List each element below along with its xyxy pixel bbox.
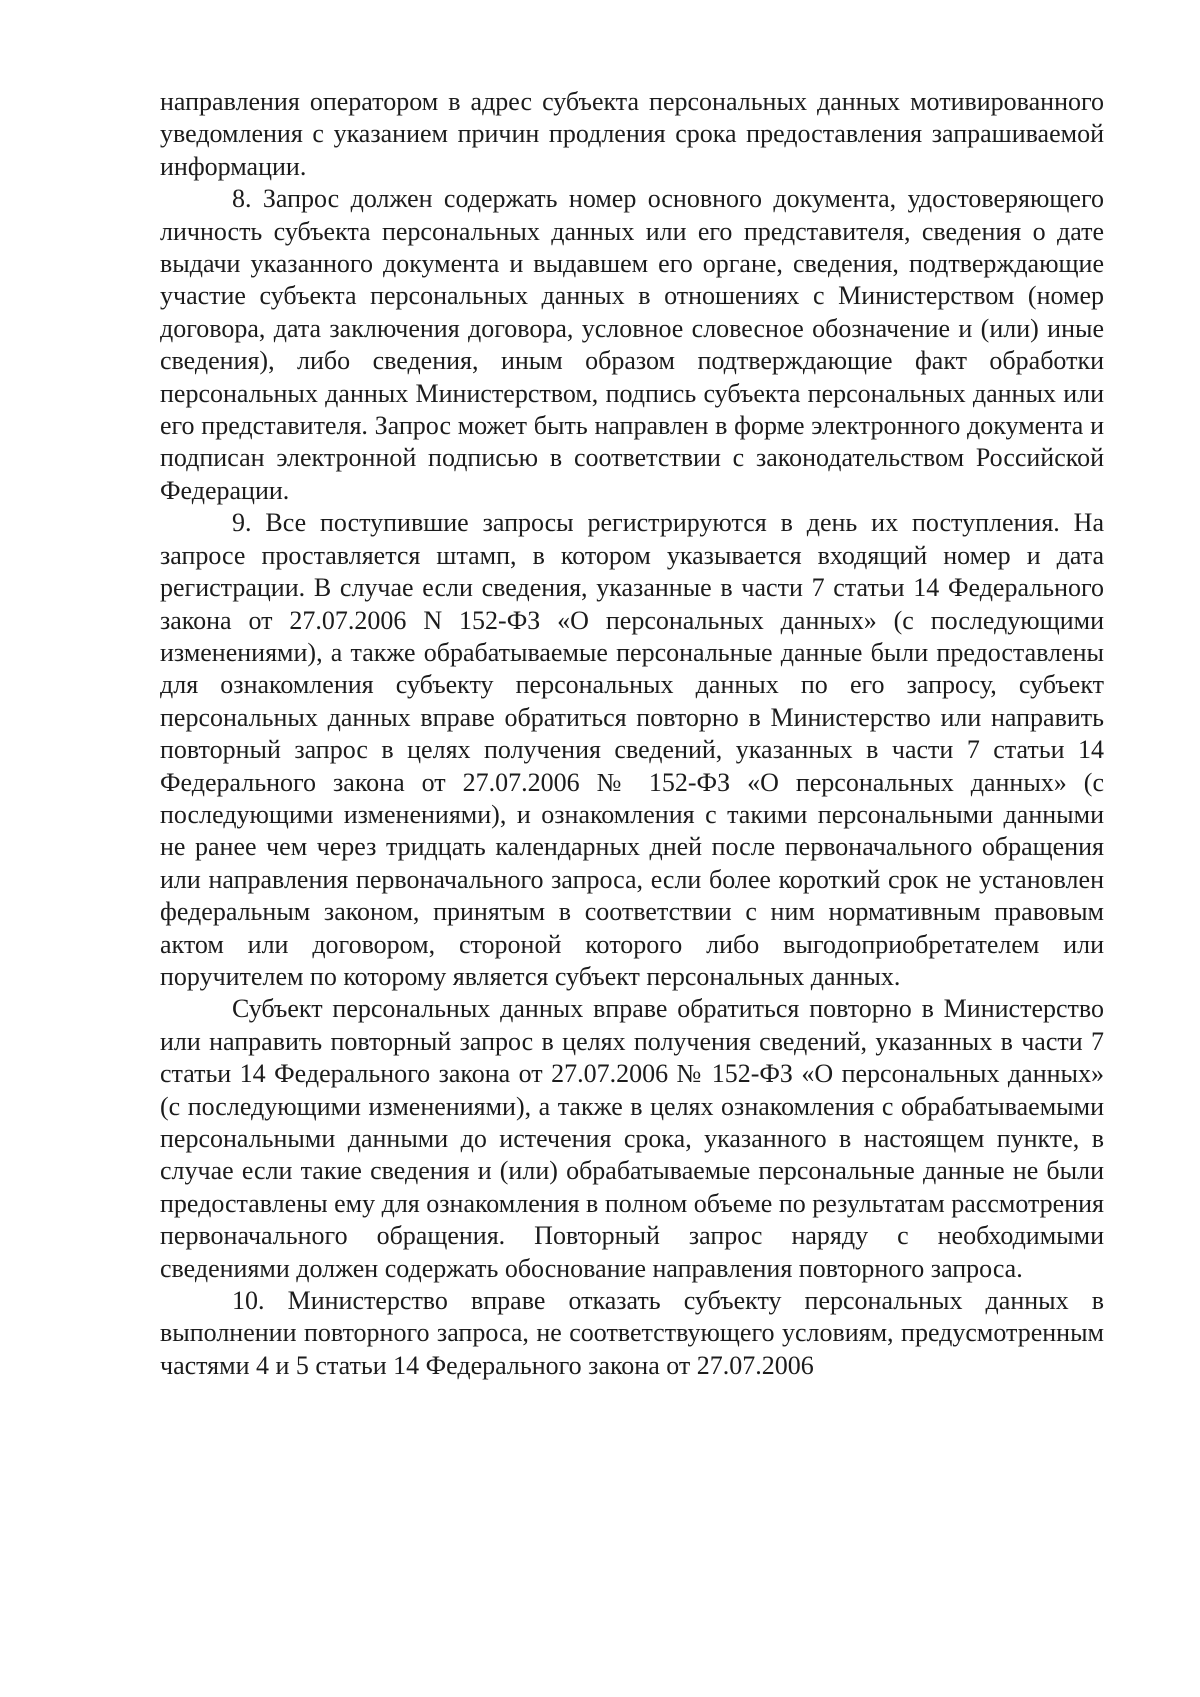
paragraph-item-9-continued: Субъект персональных данных вправе обратиться повторно в Министерство или направить повторный запрос в целях получения сведений, указанных в части 7 статьи 14 Федерального закона от 27.07.2006 № 152-ФЗ «О персональных данных» (с последующими изменениями), а также в целях ознакомления с обрабатываемыми персональными данными до истечения срока, указанного в настоящем пункте, в случае если такие сведения и (или) обрабатываемые персональные данные не были предоставлены ему для ознакомления в полном объеме по результатам рассмотрения первоначального обращения. Повторный запрос наряду с необходимыми сведениями должен содержать обоснование направления повторного запроса. [160,994,1104,1283]
paragraph-continuation: направления оператором в адрес субъекта персональных данных мотивированного уведомления с указанием причин продления срока предоставления запрашиваемой информации. [160,87,1104,181]
paragraph-item-8: 8. Запрос должен содержать номер основного документа, удостоверяющего личность субъекта персональных данных или его представителя, сведения о дате выдачи указанного документа и выдавшем его органе, сведения, подтверждающие участие субъекта персональных данных в отношениях с Министерством (номер договора, дата заключения договора, условное словесное обозначение и (или) иные сведения), либо сведения, иным образом подтверждающие факт обработки персональных данных Министерством, подпись субъекта персональных данных или его представителя. Запрос может быть направлен в форме электронного документа и подписан электронной подписью в соответствии с законодательством Российской Федерации. [160,184,1104,505]
paragraph-item-10: 10. Министерство вправе отказать субъекту персональных данных в выполнении повторного запроса, не соответствующего условиям, предусмотренным частями 4 и 5 статьи 14 Федерального закона от 27.07.2006 [160,1286,1104,1380]
paragraph-item-9: 9. Все поступившие запросы регистрируются в день их поступления. На запросе проставляется штамп, в котором указывается входящий номер и дата регистрации. В случае если сведения, указанные в части 7 статьи 14 Федерального закона от 27.07.2006 N 152-ФЗ «О персональных данных» (с последующими изменениями), а также обрабатываемые персональные данные были предоставлены для ознакомления субъекту персональных данных по его запросу, субъект персональных данных вправе обратиться повторно в Министерство или направить повторный запрос в целях получения сведений, указанных в части 7 статьи 14 Федерального закона от 27.07.2006 № 152-ФЗ «О персональных данных» (с последующими изменениями), и ознакомления с такими персональными данными не ранее чем через тридцать календарных дней после первоначального обращения или направления первоначального запроса, если более короткий срок не установлен федеральным законом, принятым в соответствии с ним нормативным правовым актом или договором, стороной которого либо выгодоприобретателем или поручителем по которому является субъект персональных данных. [160,508,1104,991]
document-page [160,86,1104,1382]
